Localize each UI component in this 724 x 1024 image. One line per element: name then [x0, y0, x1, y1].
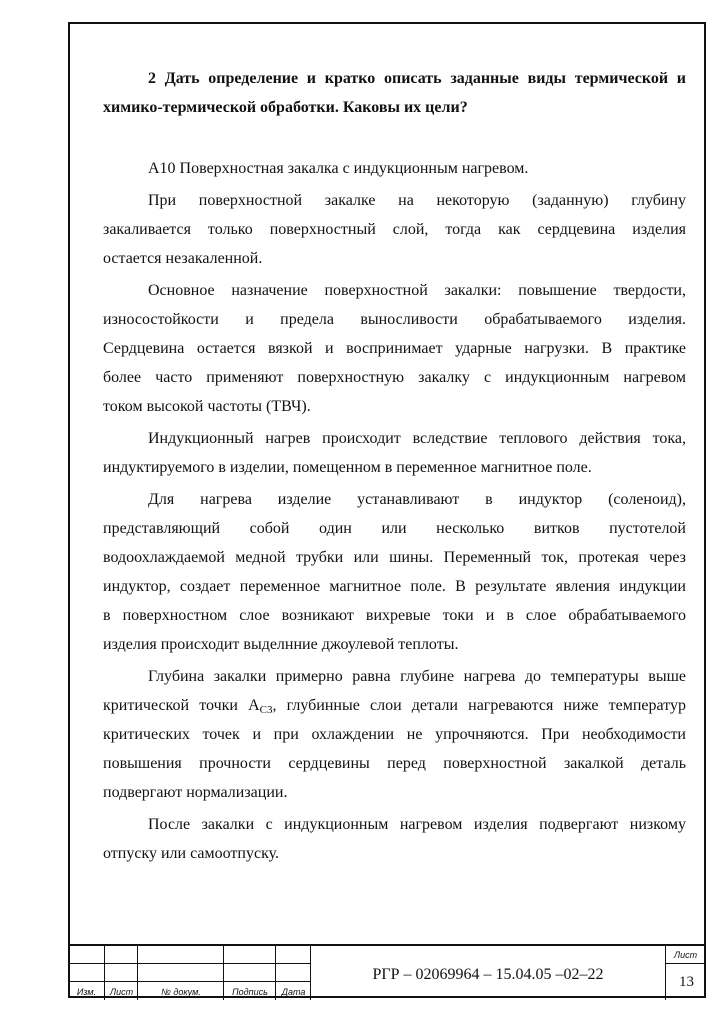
text-line: А10 Поверхностная закалка с индукционным нагревом.: [148, 160, 529, 177]
text-line: Индукционный нагрев происходит вследствие теплового действия тока,: [148, 430, 686, 447]
heading-line: 2 Дать определение и кратко описать заданные виды термической и: [148, 70, 686, 87]
text-line: в поверхностном слое возникают вихревые токи и в слое обрабатываемого: [103, 607, 686, 624]
paragraph: [103, 154, 686, 183]
label-sheet: Лист: [109, 987, 134, 997]
text-line: Глубина закалки примерно равна глубине нагрева до температуры выше: [148, 668, 686, 685]
text-line: повышения прочности сердцевины перед поверхностной закалкой деталь: [103, 755, 686, 772]
text-line: подвергают нормализации.: [103, 784, 288, 801]
text-line: отпуску или самоотпуску.: [103, 845, 280, 862]
label-date: Дата: [281, 987, 306, 997]
paragraph: [103, 485, 686, 659]
paragraph: [103, 276, 686, 421]
text-line: изделия происходит выделнние джоулевой теплоты.: [103, 636, 459, 653]
document-code: РГР – 02069964 – 15.04.05 –02–22: [372, 966, 604, 983]
heading-line: химико-термической обработки. Каковы их цели?: [103, 99, 468, 116]
text-line: водоохлаждаемой медной трубки или шины. Переменный ток, протекая через: [103, 549, 686, 566]
text-line: закаливается только поверхностный слой, тогда как сердцевина изделия: [103, 221, 686, 238]
sheet-label: Лист: [673, 950, 698, 960]
text-line: индуктируемого в изделии, помещенном в переменное магнитное поле.: [103, 459, 592, 476]
text-line: При поверхностной закалке на некоторую (заданную) глубину: [148, 192, 686, 209]
text-line: индуктор, создает переменное магнитное поле. В результате явления индукции: [103, 578, 686, 595]
paragraph: [103, 662, 686, 807]
text-line: Сердцевина остается вязкой и воспринимает ударные нагрузки. В практике: [103, 340, 686, 357]
text-line: Для нагрева изделие устанавливают в индуктор (соленоид),: [148, 491, 686, 508]
sheet-number: 13: [665, 964, 707, 1000]
text-segment: критической точки А: [103, 697, 260, 714]
paragraph: [103, 186, 686, 273]
text-line: После закалки с индукционным нагревом изделия подвергают низкому: [148, 816, 686, 833]
label-doc-number: № докум.: [161, 987, 201, 997]
text-line: током высокой частоты (ТВЧ).: [103, 398, 311, 415]
text-line: Основное назначение поверхностной закалки: повышение твердости,: [148, 282, 686, 299]
paragraph: [103, 424, 686, 482]
title-block: [68, 944, 706, 1000]
text-line: остается незакаленной.: [103, 250, 263, 267]
subscript: C3: [259, 704, 273, 716]
paragraph: [103, 810, 686, 868]
label-signature: Подпись: [232, 987, 268, 997]
text-line: износостойкости и предела выносливости обрабатываемого изделия.: [103, 311, 686, 328]
text-line: [103, 691, 686, 720]
text-line: критических точек и при охлаждении не упрочняются. При необходимости: [103, 726, 686, 743]
text-segment: , глубинные слои детали нагреваются ниже температур: [272, 697, 686, 714]
document-body: [103, 64, 686, 871]
label-change: Изм.: [76, 987, 97, 997]
text-line: представляющий собой один или несколько витков пустотелой: [103, 520, 686, 537]
text-line: более часто применяют поверхностную закалку с индукционным нагревом: [103, 369, 686, 386]
section-heading: [103, 64, 686, 122]
